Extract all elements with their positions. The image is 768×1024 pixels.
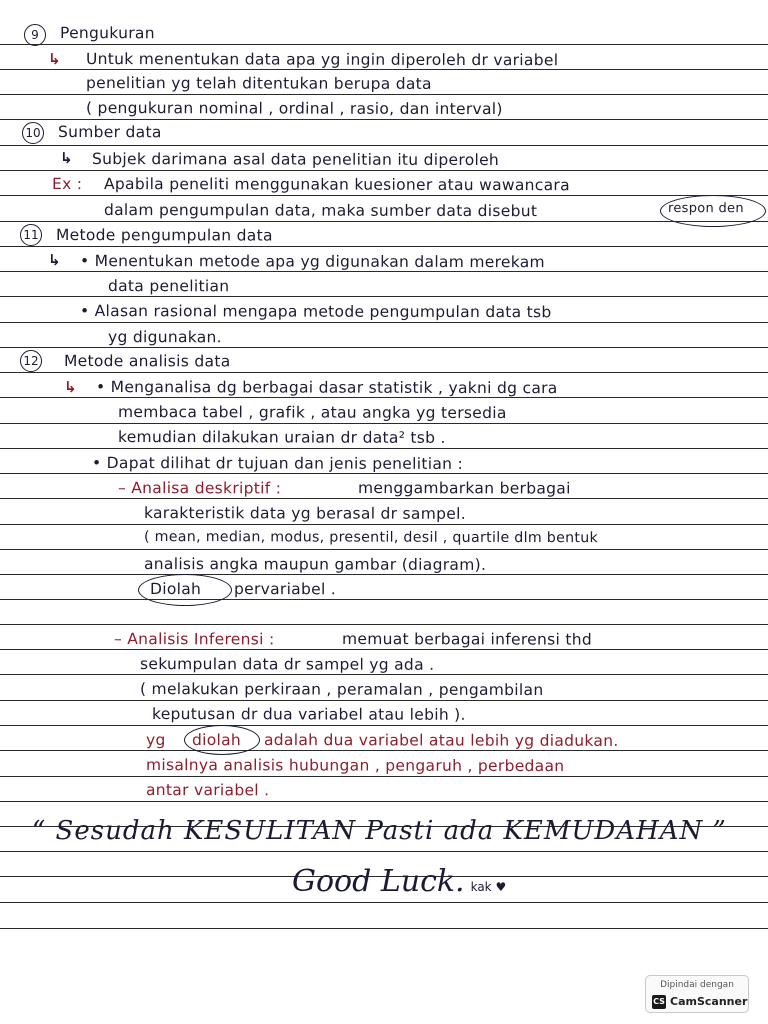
note-line: • Alasan rasional mengapa metode pengumpulan data tsb [79,302,552,322]
section-title-metode-pengumpulan: Metode pengumpulan data [55,226,273,245]
note-line: • Menganalisa dg berbagai dasar statistik , yakni dg cara [95,378,558,398]
note-line: Apabila peneliti menggunakan kuesioner atau wawancara [103,175,570,195]
section-title-metode-analisis: Metode analisis data [63,352,231,371]
section-number-10: 10 [22,122,44,144]
arrow-icon: ↳ [48,50,61,68]
camscanner-logo-icon: CS [652,995,666,1009]
note-line: misalnya analisis hubungan , pengaruh , perbedaan [145,756,565,776]
section-number-9: 9 [24,24,46,46]
section-title-sumber-data: Sumber data [57,123,162,142]
motivational-quote: “ Sesudah KESULITAN Pasti ada KEMUDAHAN ” [32,816,727,846]
note-line: Subjek darimana asal data penelitian itu diperoleh [91,150,500,170]
signature [292,864,506,899]
note-line: • Menentukan metode apa yg digunakan dalam merekam [79,252,545,272]
note-line: kemudian dilakukan uraian dr data² tsb . [117,428,446,447]
note-line: ( pengukuran nominal , ordinal , rasio, dan interval) [85,99,503,119]
arrow-icon: ↳ [60,149,73,167]
signature-note: kak ♥ [470,880,507,894]
arrow-icon: ↳ [48,251,61,269]
note-line: pervariabel . [233,580,337,599]
note-line: penelitian yg telah ditentukan berupa data [85,74,432,93]
note-line: sekumpulan data dr sampel yg ada . [139,655,435,674]
note-line: yg [145,731,166,750]
inferential-label: – Analisis Inferensi : [113,630,275,649]
camscanner-watermark [645,975,749,1013]
circled-word: respon den [667,201,744,217]
signature-text: Good Luck. [292,864,465,899]
note-line: menggambarkan berbagai [357,479,571,498]
watermark-brand: CamScanner [670,995,748,1008]
note-line: analisis angka maupun gambar (diagram). [143,555,487,574]
note-line: dalam pengumpulan data, maka sumber data disebut [103,201,538,221]
note-line: ( mean, median, modus, presentil, desil , quartile dlm bentuk [143,529,599,547]
descriptive-label: – Analisa deskriptif : [117,479,282,498]
note-line: karakteristik data yg berasal dr sampel. [143,504,466,523]
note-line: antar variabel . [145,781,270,800]
note-line: keputusan dr dua variabel atau lebih ). [151,705,466,724]
section-number-12: 12 [20,350,42,372]
circled-word: Diolah [149,580,202,599]
note-line: ( melakukan perkiraan , peramalan , pengambilan [139,680,544,700]
note-line: Untuk menentukan data apa yg ingin diperoleh dr variabel [85,50,559,70]
note-line: adalah dua variabel atau lebih yg diadukan. [263,731,619,750]
note-line: yg digunakan. [107,328,222,347]
section-title-pengukuran: Pengukuran [59,24,155,43]
arrow-icon: ↳ [64,378,77,396]
example-label: Ex : [51,175,83,194]
circled-word: diolah [191,731,242,750]
note-line: data penelitian [107,277,230,296]
note-line: memuat berbagai inferensi thd [341,630,593,649]
section-number-11: 11 [20,224,42,246]
note-line: • Dapat dilihat dr tujuan dan jenis penelitian : [91,454,464,473]
watermark-caption: Dipindai dengan [660,980,734,990]
note-line: membaca tabel , grafik , atau angka yg tersedia [117,403,507,423]
